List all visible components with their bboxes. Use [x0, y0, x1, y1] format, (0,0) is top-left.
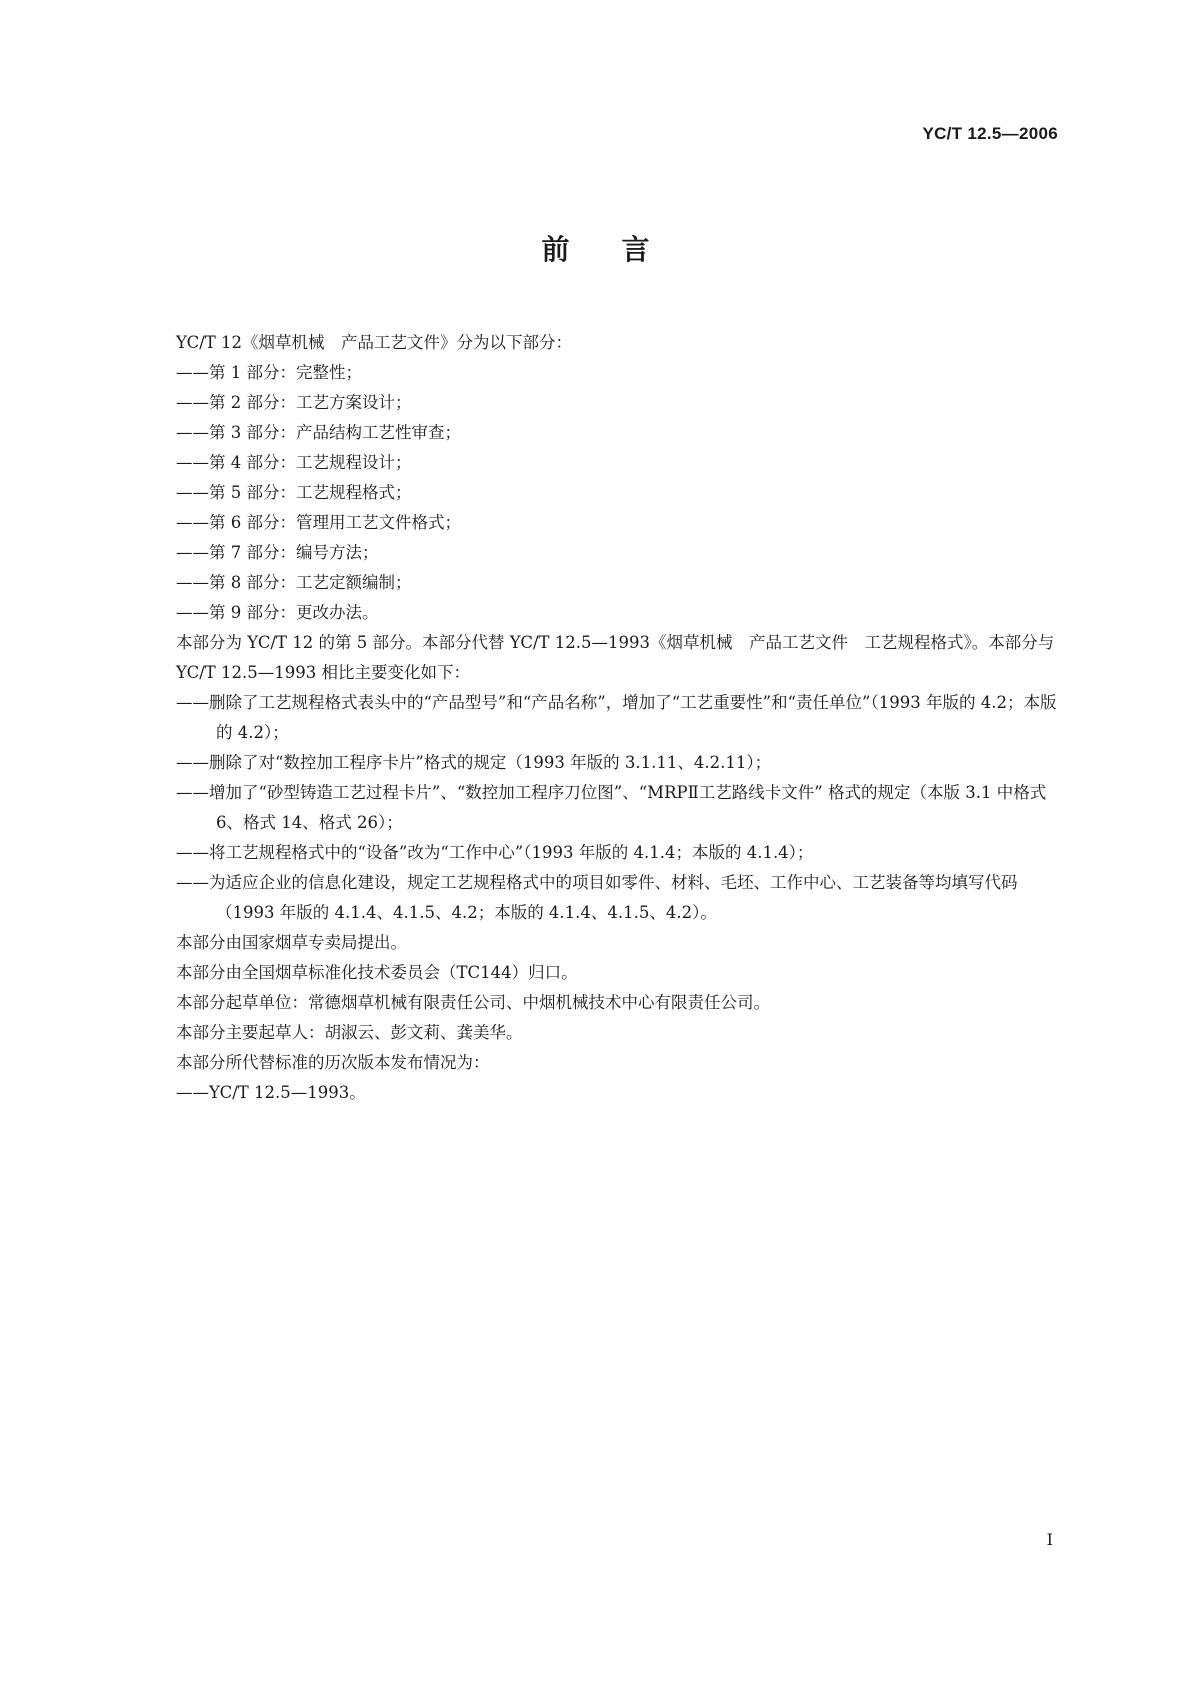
list-item: ——将工艺规程格式中的“设备”改为“工作中心”（1993 年版的 4.1.4；本版的 4.1.4）； — [176, 843, 814, 862]
history-list — [176, 1078, 1058, 1108]
drafting-units-paragraph: 本部分起草单位：常德烟草机械有限责任公司、中烟机械技术中心有限责任公司。 — [176, 993, 770, 1012]
replace-paragraph: 本部分为 YC/T 12 的第 5 部分。本部分代替 YC/T 12.5—1993《烟草机械 产品工艺文件 工艺规程格式》。本部分与 YC/T 12.5—1993 相比主要变化如下： — [176, 633, 1055, 682]
page-number: I — [1046, 1530, 1053, 1549]
list-item: ——第 1 部分：完整性； — [176, 363, 362, 382]
list-item: ——第 4 部分：工艺规程设计； — [176, 453, 412, 472]
list-item: ——第 3 部分：产品结构工艺性审查； — [176, 423, 461, 442]
foreword-body — [176, 328, 1058, 1108]
centralized-by-paragraph: 本部分由全国烟草标准化技术委员会（TC144）归口。 — [176, 963, 578, 982]
page-title: 前言 — [541, 233, 702, 266]
intro-paragraph: YC/T 12《烟草机械 产品工艺文件》分为以下部分： — [176, 333, 573, 352]
list-item: ——为适应企业的信息化建设，规定工艺规程格式中的项目如零件、材料、毛坯、工作中心、工艺装备等均填写代码（1993 年版的 4.1.4、4.1.5、4.2；本版的 4.1.4、4.1.5、4.2）。 — [176, 873, 1018, 922]
list-item: ——第 8 部分：工艺定额编制； — [176, 573, 412, 592]
drafters-paragraph: 本部分主要起草人：胡淑云、彭文莉、龚美华。 — [176, 1023, 523, 1042]
list-item: ——第 6 部分：管理用工艺文件格式； — [176, 513, 461, 532]
list-item: ——YC/T 12.5—1993。 — [176, 1083, 366, 1102]
proposed-by-paragraph: 本部分由国家烟草专卖局提出。 — [176, 933, 407, 952]
list-item: ——第 2 部分：工艺方案设计； — [176, 393, 412, 412]
list-item: ——第 5 部分：工艺规程格式； — [176, 483, 412, 502]
list-item: ——增加了“砂型铸造工艺过程卡片”、“数控加工程序刀位图”、“MRPⅡ工艺路线卡文件” 格式的规定（本版 3.1 中格式 6、格式 14、格式 26）； — [176, 783, 1047, 832]
changes-list — [176, 688, 1058, 928]
list-item: ——删除了对“数控加工程序卡片”格式的规定（1993 年版的 3.1.11、4.2.11）； — [176, 753, 772, 772]
standard-code: YC/T 12.5—2006 — [922, 124, 1058, 143]
list-item: ——删除了工艺规程格式表头中的“产品型号”和“产品名称”，增加了“工艺重要性”和“责任单位”（1993 年版的 4.2；本版的 4.2）； — [176, 693, 1057, 742]
list-item: ——第 7 部分：编号方法； — [176, 543, 379, 562]
parts-list — [176, 358, 1058, 628]
history-intro-paragraph: 本部分所代替标准的历次版本发布情况为： — [176, 1053, 490, 1072]
list-item: ——第 9 部分：更改办法。 — [176, 603, 379, 622]
